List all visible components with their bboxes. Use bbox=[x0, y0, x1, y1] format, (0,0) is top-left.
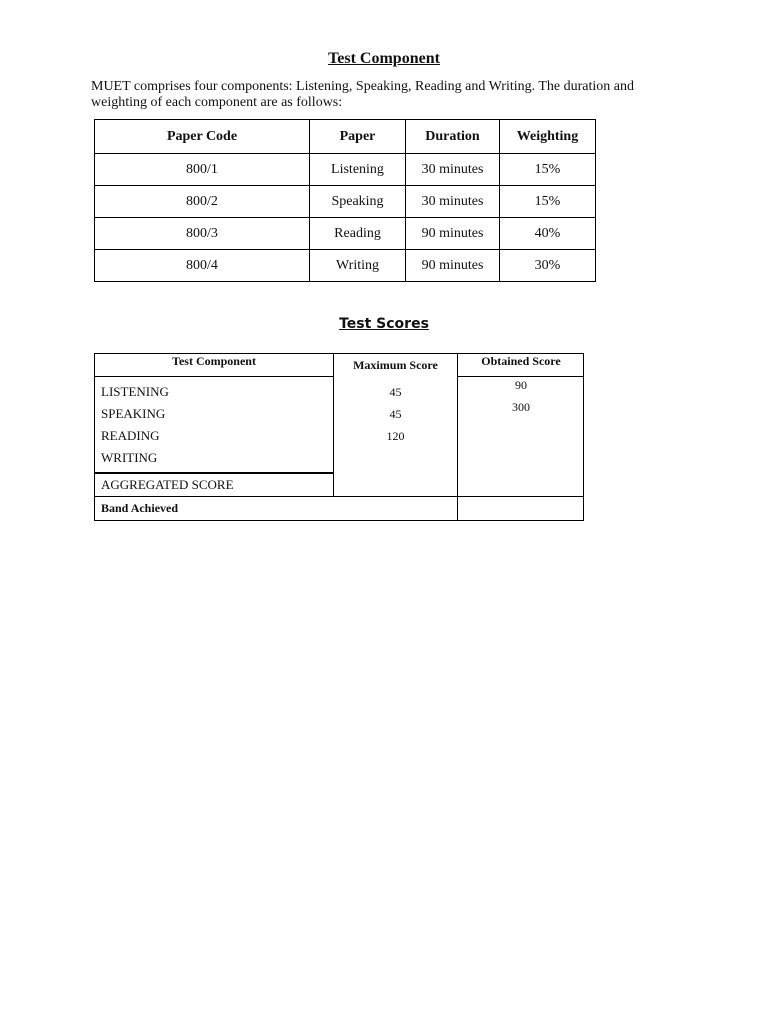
cell-weighting: 15% bbox=[500, 186, 596, 218]
header-paper-code: Paper Code bbox=[95, 120, 310, 154]
border-bottom bbox=[94, 520, 584, 521]
max-score-reading: 120 bbox=[386, 429, 405, 443]
cell-duration: 90 minutes bbox=[406, 250, 500, 282]
cell-weighting: 15% bbox=[500, 154, 596, 186]
header-test-component: Test Component bbox=[172, 354, 256, 368]
table-row bbox=[95, 186, 596, 218]
cell-duration: 30 minutes bbox=[406, 154, 500, 186]
component-speaking: SPEAKING bbox=[101, 406, 166, 421]
divider-header-left bbox=[94, 376, 334, 377]
test-scores-table bbox=[94, 353, 584, 521]
cell-paper: Speaking bbox=[310, 186, 406, 218]
table-row bbox=[95, 154, 596, 186]
section-title-test-component: Test Component bbox=[328, 50, 440, 67]
max-score-listening: 45 bbox=[389, 385, 402, 399]
table-row bbox=[95, 218, 596, 250]
cell-paper: Writing bbox=[310, 250, 406, 282]
band-achieved-label: Band Achieved bbox=[101, 501, 179, 515]
divider-col1 bbox=[333, 353, 334, 497]
cell-paper-code: 800/2 bbox=[95, 186, 310, 218]
table-row bbox=[95, 250, 596, 282]
cell-paper-code: 800/3 bbox=[95, 218, 310, 250]
divider-aggregated bbox=[94, 496, 584, 497]
cell-paper-code: 800/4 bbox=[95, 250, 310, 282]
obtained-score-1: 90 bbox=[515, 378, 527, 392]
header-paper: Paper bbox=[310, 120, 406, 154]
cell-paper-code: 800/1 bbox=[95, 154, 310, 186]
max-score-speaking: 45 bbox=[389, 407, 402, 421]
header-maximum-score: Maximum Score bbox=[353, 358, 438, 372]
obtained-score-2: 300 bbox=[512, 400, 530, 414]
aggregated-score-label: AGGREGATED SCORE bbox=[101, 477, 234, 492]
component-reading: READING bbox=[101, 428, 160, 443]
divider-components bbox=[94, 472, 334, 474]
intro-paragraph: MUET comprises four components: Listening, Speaking, Reading and Writing. The duration and weighting of each component are as follows: bbox=[91, 79, 635, 110]
test-component-table bbox=[94, 119, 596, 282]
cell-weighting: 40% bbox=[500, 218, 596, 250]
header-duration: Duration bbox=[406, 120, 500, 154]
component-listening: LISTENING bbox=[101, 384, 169, 399]
header-obtained-score: Obtained Score bbox=[481, 354, 561, 368]
divider-header-right bbox=[457, 376, 584, 377]
cell-duration: 30 minutes bbox=[406, 186, 500, 218]
component-writing: WRITING bbox=[101, 450, 158, 465]
cell-weighting: 30% bbox=[500, 250, 596, 282]
table-header-row bbox=[95, 120, 596, 154]
header-weighting: Weighting bbox=[500, 120, 596, 154]
cell-paper: Listening bbox=[310, 154, 406, 186]
cell-duration: 90 minutes bbox=[406, 218, 500, 250]
cell-paper: Reading bbox=[310, 218, 406, 250]
section-title-test-scores: Test Scores bbox=[339, 316, 429, 332]
